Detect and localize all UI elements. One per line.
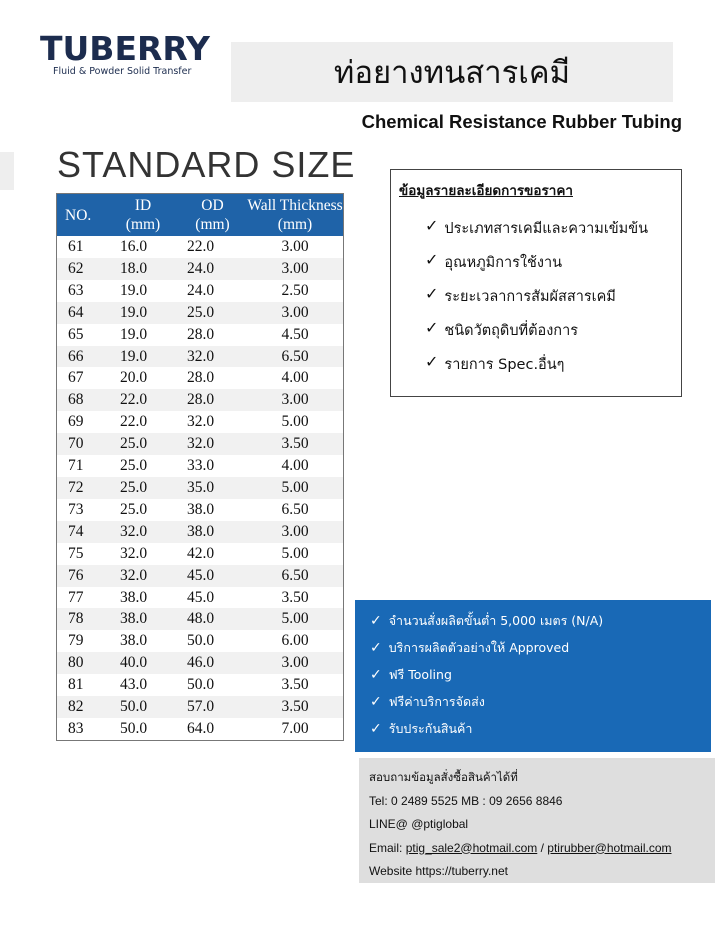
table-row bbox=[57, 608, 343, 630]
cell-no: 82 bbox=[57, 696, 108, 718]
cell-od: 38.0 bbox=[178, 521, 247, 543]
header-od bbox=[178, 194, 247, 236]
cell-wall-thickness: 3.00 bbox=[247, 389, 343, 411]
cell-id: 25.0 bbox=[120, 500, 148, 518]
table-row bbox=[57, 258, 343, 280]
quote-info-item-label: ประเภทสารเคมีและความเข้มข้น bbox=[444, 221, 649, 237]
service-item-label: บริการผลิตตัวอย่างให้ Approved bbox=[388, 639, 570, 655]
cell-no: 69 bbox=[68, 413, 84, 431]
cell-wall-thickness: 6.00 bbox=[281, 632, 309, 650]
cell-wall-thickness: 3.50 bbox=[247, 696, 343, 718]
table-row bbox=[57, 587, 343, 609]
cell-id: 40.0 bbox=[108, 652, 178, 674]
contact-website[interactable]: Website https://tuberry.net bbox=[369, 864, 508, 878]
cell-wall-thickness: 5.00 bbox=[247, 608, 343, 630]
cell-od: 32.0 bbox=[178, 346, 247, 368]
cell-no: 67 bbox=[68, 369, 84, 387]
contact-tel: Tel: 0 2489 5525 MB : 09 2656 8846 bbox=[369, 793, 563, 808]
cell-od: 32.0 bbox=[187, 413, 215, 431]
table-row bbox=[57, 565, 343, 587]
cell-od: 28.0 bbox=[187, 325, 215, 343]
service-item-label: รับประกันสินค้า bbox=[388, 720, 473, 736]
page-title-thai: ท่อยางทนสารเคมี bbox=[333, 55, 571, 91]
table-row bbox=[57, 367, 343, 389]
cell-no: 63 bbox=[68, 281, 84, 299]
table-row bbox=[57, 718, 343, 740]
service-item-label: ฟรี Tooling bbox=[388, 666, 452, 682]
table-row bbox=[57, 477, 343, 499]
cell-id: 32.0 bbox=[120, 544, 148, 562]
cell-wall-thickness: 4.50 bbox=[281, 325, 309, 343]
table-row bbox=[57, 411, 343, 433]
header-no bbox=[57, 194, 108, 236]
cell-no: 74 bbox=[57, 521, 108, 543]
cell-no: 64 bbox=[57, 302, 108, 324]
cell-od: 24.0 bbox=[187, 281, 215, 299]
cell-od: 46.0 bbox=[178, 652, 247, 674]
cell-no: 75 bbox=[68, 544, 84, 562]
table-row bbox=[57, 652, 343, 674]
table-row bbox=[57, 455, 343, 477]
services-list bbox=[370, 607, 711, 742]
service-item bbox=[370, 607, 711, 634]
cell-od: 42.0 bbox=[187, 544, 215, 562]
contact-email-row bbox=[369, 837, 715, 861]
contact-heading: สอบถามข้อมูลสั่งซื้อสินค้าได้ที่ bbox=[369, 770, 518, 784]
cell-no: 70 bbox=[57, 433, 108, 455]
cell-no: 78 bbox=[57, 608, 108, 630]
services-panel bbox=[355, 600, 711, 752]
email-label: Email: bbox=[369, 840, 406, 855]
check-icon: ✓ bbox=[370, 666, 382, 683]
left-accent-bar bbox=[0, 152, 14, 190]
tuberry-logo bbox=[40, 29, 220, 77]
service-item bbox=[370, 661, 711, 688]
table-row bbox=[57, 236, 343, 258]
check-icon: ✓ bbox=[370, 612, 382, 629]
cell-no: 81 bbox=[68, 676, 84, 694]
cell-wall-thickness: 3.00 bbox=[281, 238, 309, 255]
contact-panel bbox=[359, 758, 715, 883]
cell-id: 16.0 bbox=[120, 238, 148, 255]
table-row bbox=[57, 346, 343, 368]
table-row bbox=[57, 521, 343, 543]
check-icon: ✓ bbox=[425, 318, 439, 337]
logo-tagline: Fluid & Powder Solid Transfer bbox=[53, 66, 192, 77]
header-id-label: ID bbox=[134, 197, 152, 214]
quote-info-title: ข้อมูลรายละเอียดการขอราคา bbox=[399, 183, 573, 199]
quote-info-item bbox=[425, 251, 681, 285]
cell-id: 25.0 bbox=[108, 477, 178, 499]
check-icon: ✓ bbox=[425, 352, 439, 371]
table-row bbox=[57, 433, 343, 455]
header-od-label: OD bbox=[201, 197, 224, 214]
cell-od: 28.0 bbox=[187, 369, 215, 387]
cell-id: 19.0 bbox=[108, 302, 178, 324]
table-row bbox=[57, 543, 343, 565]
email-link-1[interactable]: ptig_sale2@hotmail.com bbox=[405, 840, 538, 855]
cell-id: 38.0 bbox=[120, 632, 148, 650]
header-wall-unit: (mm) bbox=[277, 216, 313, 233]
quote-info-list bbox=[399, 217, 681, 387]
quote-info-item bbox=[425, 285, 681, 319]
cell-wall-thickness: 3.50 bbox=[247, 433, 343, 455]
check-icon: ✓ bbox=[425, 250, 439, 269]
cell-od: 45.0 bbox=[178, 565, 247, 587]
cell-no: 77 bbox=[68, 588, 84, 606]
quote-info-item bbox=[425, 217, 681, 251]
cell-no: 80 bbox=[57, 652, 108, 674]
cell-no: 68 bbox=[57, 389, 108, 411]
cell-od: 28.0 bbox=[178, 389, 247, 411]
check-icon: ✓ bbox=[425, 284, 439, 303]
cell-od: 24.0 bbox=[178, 258, 247, 280]
cell-id: 22.0 bbox=[108, 389, 178, 411]
section-heading: STANDARD SIZE bbox=[57, 144, 356, 185]
cell-od: 50.0 bbox=[187, 632, 215, 650]
cell-no: 79 bbox=[68, 632, 84, 650]
size-table-header bbox=[57, 194, 343, 236]
cell-wall-thickness: 3.00 bbox=[247, 258, 343, 280]
table-row bbox=[57, 499, 343, 521]
check-icon: ✓ bbox=[370, 693, 382, 710]
cell-id: 19.0 bbox=[120, 325, 148, 343]
page-subtitle-english: Chemical Resistance Rubber Tubing bbox=[361, 111, 682, 132]
cell-no: 66 bbox=[57, 346, 108, 368]
logo-wordmark: TUBERRY bbox=[40, 29, 210, 68]
size-table bbox=[57, 194, 343, 740]
cell-no: 61 bbox=[68, 238, 84, 255]
check-icon: ✓ bbox=[370, 639, 382, 656]
service-item bbox=[370, 634, 711, 661]
table-row bbox=[57, 324, 343, 346]
header-wall-label: Wall Thickness bbox=[247, 197, 343, 214]
table-row bbox=[57, 280, 343, 302]
cell-od: 32.0 bbox=[178, 433, 247, 455]
cell-id: 38.0 bbox=[120, 588, 148, 606]
size-table-frame bbox=[56, 193, 344, 741]
email-link-2[interactable]: ptirubber@hotmail.com bbox=[547, 840, 672, 855]
cell-no: 65 bbox=[68, 325, 84, 343]
cell-id: 32.0 bbox=[108, 521, 178, 543]
quote-info-box bbox=[390, 169, 682, 397]
cell-id: 50.0 bbox=[120, 719, 148, 737]
cell-id: 19.0 bbox=[120, 281, 148, 299]
table-row bbox=[57, 389, 343, 411]
cell-no: 72 bbox=[57, 477, 108, 499]
cell-od: 57.0 bbox=[178, 696, 247, 718]
cell-od: 22.0 bbox=[187, 238, 215, 255]
cell-wall-thickness: 3.50 bbox=[281, 588, 309, 606]
check-icon: ✓ bbox=[425, 216, 439, 235]
cell-id: 50.0 bbox=[108, 696, 178, 718]
cell-no: 83 bbox=[68, 719, 84, 737]
quote-info-item-label: ระยะเวลาการสัมผัสสารเคมี bbox=[444, 289, 616, 305]
quote-info-item-label: อุณหภูมิการใช้งาน bbox=[444, 255, 563, 271]
cell-id: 22.0 bbox=[120, 413, 148, 431]
cell-od: 25.0 bbox=[178, 302, 247, 324]
cell-id: 32.0 bbox=[108, 565, 178, 587]
quote-info-item-label: ชนิดวัตถุดิบที่ต้องการ bbox=[444, 323, 579, 339]
cell-od: 50.0 bbox=[187, 676, 215, 694]
cell-id: 20.0 bbox=[120, 369, 148, 387]
cell-wall-thickness: 3.00 bbox=[247, 302, 343, 324]
service-item-label: จำนวนสั่งผลิตขั้นต่ำ 5,000 เมตร (N/A) bbox=[388, 612, 604, 628]
service-item bbox=[370, 715, 711, 742]
cell-id: 43.0 bbox=[120, 676, 148, 694]
cell-wall-thickness: 6.50 bbox=[281, 500, 309, 518]
cell-wall-thickness: 5.00 bbox=[247, 477, 343, 499]
cell-id: 19.0 bbox=[108, 346, 178, 368]
cell-od: 38.0 bbox=[187, 500, 215, 518]
cell-wall-thickness: 4.00 bbox=[281, 457, 309, 475]
quote-info-item-label: รายการ Spec.อื่นๆ bbox=[444, 357, 565, 373]
table-row bbox=[57, 630, 343, 652]
cell-wall-thickness: 5.00 bbox=[281, 544, 309, 562]
cell-id: 25.0 bbox=[108, 433, 178, 455]
cell-od: 35.0 bbox=[178, 477, 247, 499]
cell-id: 25.0 bbox=[120, 457, 148, 475]
cell-id: 18.0 bbox=[108, 258, 178, 280]
check-icon: ✓ bbox=[370, 720, 382, 737]
table-row bbox=[57, 696, 343, 718]
cell-wall-thickness: 4.00 bbox=[281, 369, 309, 387]
email-separator: / bbox=[537, 840, 548, 855]
title-banner bbox=[231, 42, 673, 102]
table-row bbox=[57, 674, 343, 696]
service-item-label: ฟรีค่าบริการจัดส่ง bbox=[388, 693, 485, 709]
cell-wall-thickness: 6.50 bbox=[247, 346, 343, 368]
contact-line: LINE@ @ptiglobal bbox=[369, 817, 469, 831]
cell-no: 76 bbox=[57, 565, 108, 587]
cell-wall-thickness: 2.50 bbox=[281, 281, 309, 299]
service-item bbox=[370, 688, 711, 715]
cell-od: 45.0 bbox=[187, 588, 215, 606]
cell-no: 73 bbox=[68, 500, 84, 518]
header-id-unit: (mm) bbox=[125, 216, 161, 233]
header-no-label: NO. bbox=[65, 206, 92, 224]
header-id bbox=[108, 194, 178, 236]
cell-id: 38.0 bbox=[108, 608, 178, 630]
header-wall-thickness bbox=[247, 194, 343, 236]
cell-wall-thickness: 3.00 bbox=[247, 652, 343, 674]
quote-info-item bbox=[425, 353, 681, 387]
table-row bbox=[57, 302, 343, 324]
cell-od: 48.0 bbox=[178, 608, 247, 630]
cell-wall-thickness: 3.00 bbox=[247, 521, 343, 543]
cell-wall-thickness: 6.50 bbox=[247, 565, 343, 587]
quote-info-item bbox=[425, 319, 681, 353]
cell-no: 62 bbox=[57, 258, 108, 280]
header-od-unit: (mm) bbox=[195, 216, 230, 233]
cell-od: 33.0 bbox=[187, 457, 215, 475]
cell-wall-thickness: 5.00 bbox=[281, 413, 309, 431]
size-table-body bbox=[57, 236, 343, 740]
cell-wall-thickness: 3.50 bbox=[281, 676, 309, 694]
cell-no: 71 bbox=[68, 457, 84, 475]
cell-od: 64.0 bbox=[187, 719, 215, 737]
cell-wall-thickness: 7.00 bbox=[281, 719, 309, 737]
